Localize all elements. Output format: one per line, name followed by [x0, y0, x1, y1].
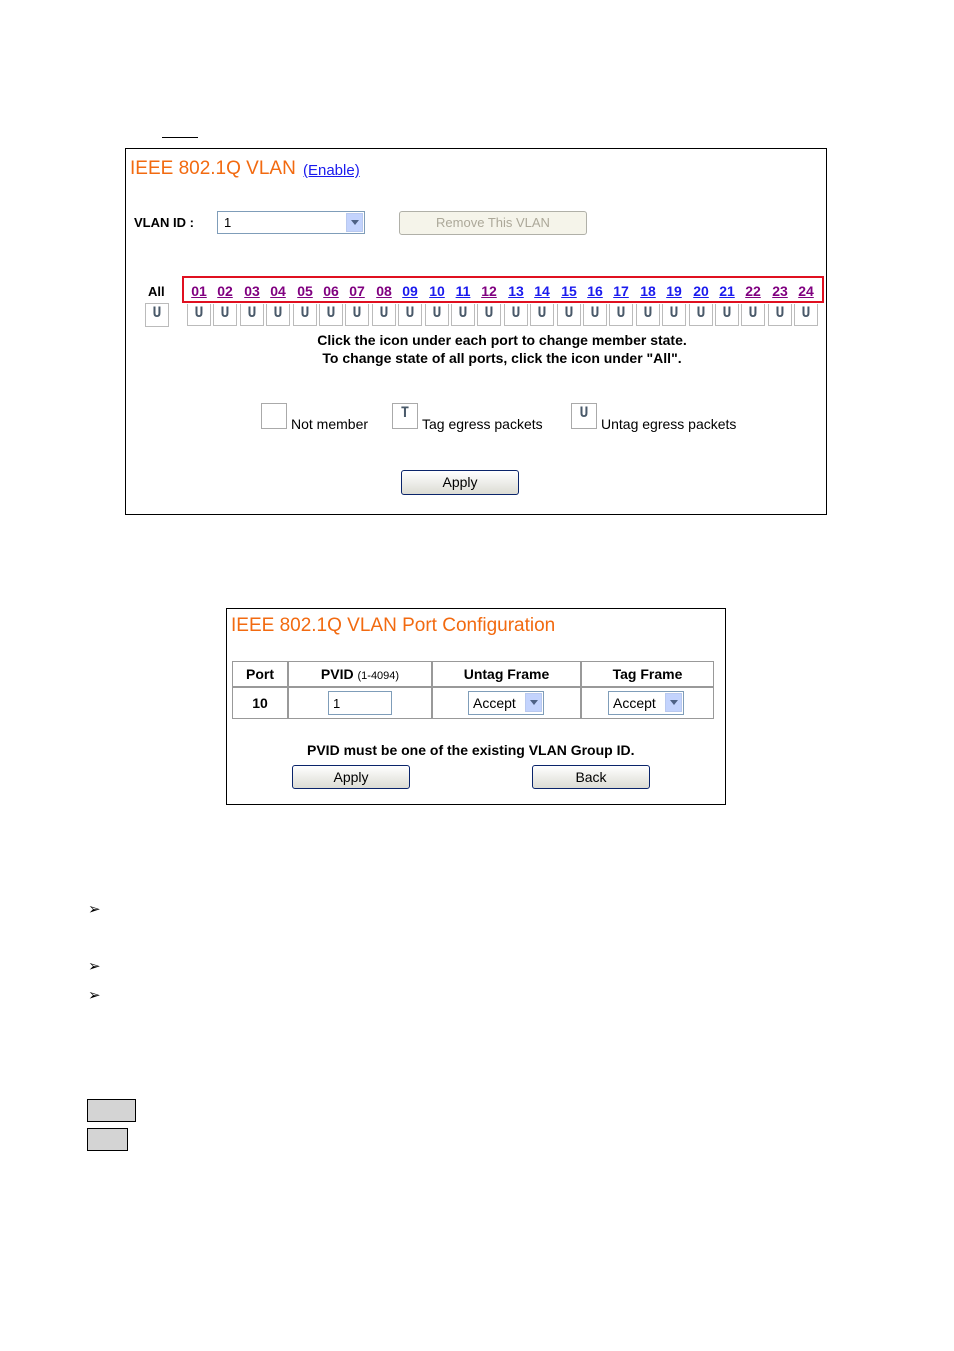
port-member-state-icon[interactable]: [530, 304, 554, 326]
port-link-12[interactable]: 12: [481, 283, 497, 299]
port-link-13[interactable]: 13: [508, 283, 524, 299]
tag-letter: T: [400, 405, 410, 421]
port-config-panel: [226, 608, 726, 805]
port-link-01[interactable]: 01: [191, 283, 207, 299]
bullet-arrow: ➢: [88, 958, 101, 975]
remove-vlan-button[interactable]: Remove This VLAN: [399, 211, 587, 235]
apply-button[interactable]: Apply: [401, 470, 519, 495]
port-state-letter: U: [194, 305, 204, 321]
port-member-state-icon[interactable]: [715, 304, 739, 326]
port-link-10[interactable]: 10: [429, 283, 445, 299]
port-link-06[interactable]: 06: [323, 283, 339, 299]
port-state-letter: U: [458, 305, 468, 321]
chevron-down-icon[interactable]: [346, 213, 363, 232]
port-link-07[interactable]: 07: [349, 283, 365, 299]
port-member-state-icon[interactable]: [557, 304, 581, 326]
untag-frame-select[interactable]: [468, 691, 544, 715]
underline-mark: [162, 137, 198, 138]
port-member-state-icon[interactable]: [451, 304, 475, 326]
vlan-panel-title: IEEE 802.1Q VLAN: [130, 158, 296, 179]
port-member-state-icon[interactable]: [345, 304, 369, 326]
cell-untag: [432, 687, 581, 719]
chevron-down-icon[interactable]: [665, 693, 682, 712]
header-pvid: [288, 661, 432, 687]
port-link-19[interactable]: 19: [666, 283, 682, 299]
port-member-state-icon[interactable]: [689, 304, 713, 326]
port-state-letter: U: [484, 305, 494, 321]
port-link-16[interactable]: 16: [587, 283, 603, 299]
header-tag-label: Tag Frame: [612, 666, 683, 682]
port-state-letter: U: [405, 305, 415, 321]
port-member-state-icon[interactable]: [768, 304, 792, 326]
port-link-15[interactable]: 15: [561, 283, 577, 299]
cell-tag: [581, 687, 714, 719]
enable-link[interactable]: (Enable): [303, 162, 360, 179]
untag-letter: U: [579, 405, 589, 421]
all-state-letter: U: [152, 305, 162, 321]
port-member-state-icon[interactable]: [583, 304, 607, 326]
port-state-letter: U: [273, 305, 283, 321]
port-state-letter: U: [352, 305, 362, 321]
port-link-04[interactable]: 04: [270, 283, 286, 299]
port-link-22[interactable]: 22: [745, 283, 761, 299]
port-member-state-icon[interactable]: [504, 304, 528, 326]
port-link-20[interactable]: 20: [693, 283, 709, 299]
port-state-letter: U: [220, 305, 230, 321]
port-state-letter: U: [590, 305, 600, 321]
port-link-09[interactable]: 09: [402, 283, 418, 299]
tag-frame-value: Accept: [613, 695, 656, 711]
port-state-letter: U: [669, 305, 679, 321]
pvid-value: 1: [333, 696, 341, 711]
port-member-state-icon[interactable]: [636, 304, 660, 326]
not-member-icon: [261, 403, 287, 429]
untag-frame-value: Accept: [473, 695, 516, 711]
port-member-state-icon[interactable]: [372, 304, 396, 326]
port-state-letter: U: [537, 305, 547, 321]
port-state-letter: U: [511, 305, 521, 321]
port-link-23[interactable]: 23: [772, 283, 788, 299]
vlan-id-label: VLAN ID :: [134, 215, 194, 230]
port-state-letter: U: [379, 305, 389, 321]
header-tag: [581, 661, 714, 687]
legend-untag: Untag egress packets: [601, 416, 737, 432]
port-state-letter: U: [696, 305, 706, 321]
port-state-letter: U: [300, 305, 310, 321]
header-pvid-label: PVID: [320, 666, 354, 682]
port-link-21[interactable]: 21: [719, 283, 735, 299]
port-link-17[interactable]: 17: [613, 283, 629, 299]
instruction-line-2: To change state of all ports, click the icon under "All".: [322, 350, 682, 366]
vlan-panel: [125, 148, 827, 515]
header-untag: [432, 661, 581, 687]
port-state-letter: U: [801, 305, 811, 321]
port-value: 10: [252, 695, 268, 711]
tag-frame-select[interactable]: [608, 691, 684, 715]
port-member-state-icon[interactable]: [425, 304, 449, 326]
vlan-id-select[interactable]: [217, 211, 365, 234]
port-member-state-icon[interactable]: [319, 304, 343, 326]
port-state-letter: U: [326, 305, 336, 321]
port-link-24[interactable]: 24: [798, 283, 814, 299]
legend-not-member: Not member: [291, 416, 369, 432]
port-member-state-icon[interactable]: [662, 304, 686, 326]
vlan-id-value: 1: [224, 215, 232, 230]
tag-icon: [392, 403, 418, 429]
legend-tag: Tag egress packets: [422, 416, 543, 432]
header-untag-label: Untag Frame: [463, 666, 550, 682]
port-member-state-icon[interactable]: [240, 304, 264, 326]
back-button[interactable]: Back: [532, 765, 650, 789]
header-pvid-range: (1-4094): [357, 670, 400, 682]
port-link-02[interactable]: 02: [217, 283, 233, 299]
port-state-letter: U: [616, 305, 626, 321]
header-port: [232, 661, 288, 687]
port-member-state-icon[interactable]: [794, 304, 818, 326]
port-state-letter: U: [775, 305, 785, 321]
port-state-letter: U: [564, 305, 574, 321]
instruction-line-1: Click the icon under each port to change member state.: [317, 332, 687, 348]
port-member-state-icon[interactable]: [741, 304, 765, 326]
port-member-state-icon[interactable]: [293, 304, 317, 326]
port-member-state-icon[interactable]: [477, 304, 501, 326]
port-link-03[interactable]: 03: [244, 283, 260, 299]
port-member-state-icon[interactable]: [213, 304, 237, 326]
pvid-note: PVID must be one of the existing VLAN Group ID.: [307, 742, 635, 758]
gray-button-placeholder: [87, 1099, 136, 1122]
header-port-label: Port: [246, 666, 274, 682]
port-member-state-icon[interactable]: [398, 304, 422, 326]
port-member-state-icon[interactable]: [609, 304, 633, 326]
port-state-letter: U: [432, 305, 442, 321]
port-link-18[interactable]: 18: [640, 283, 656, 299]
bullet-arrow: ➢: [88, 901, 101, 918]
port-apply-button[interactable]: Apply: [292, 765, 410, 789]
gray-button-placeholder: [87, 1128, 128, 1151]
pvid-input[interactable]: [328, 691, 392, 715]
header-pvid-text: [289, 662, 431, 688]
all-member-state-icon[interactable]: [145, 303, 169, 327]
port-member-state-icon[interactable]: [266, 304, 290, 326]
cell-port: [232, 687, 288, 719]
cell-pvid: [288, 687, 432, 719]
port-state-letter: U: [643, 305, 653, 321]
port-state-letter: U: [748, 305, 758, 321]
port-config-title: IEEE 802.1Q VLAN Port Configuration: [231, 615, 556, 636]
bullet-arrow: ➢: [88, 987, 101, 1004]
port-member-state-icon[interactable]: [187, 304, 211, 326]
port-state-letter: U: [722, 305, 732, 321]
untag-icon: [571, 403, 597, 429]
port-link-08[interactable]: 08: [376, 283, 392, 299]
port-link-11[interactable]: 11: [455, 283, 471, 299]
all-label: All: [148, 284, 165, 299]
port-link-05[interactable]: 05: [297, 283, 313, 299]
port-state-letter: U: [247, 305, 257, 321]
chevron-down-icon[interactable]: [525, 693, 542, 712]
port-link-14[interactable]: 14: [534, 283, 550, 299]
